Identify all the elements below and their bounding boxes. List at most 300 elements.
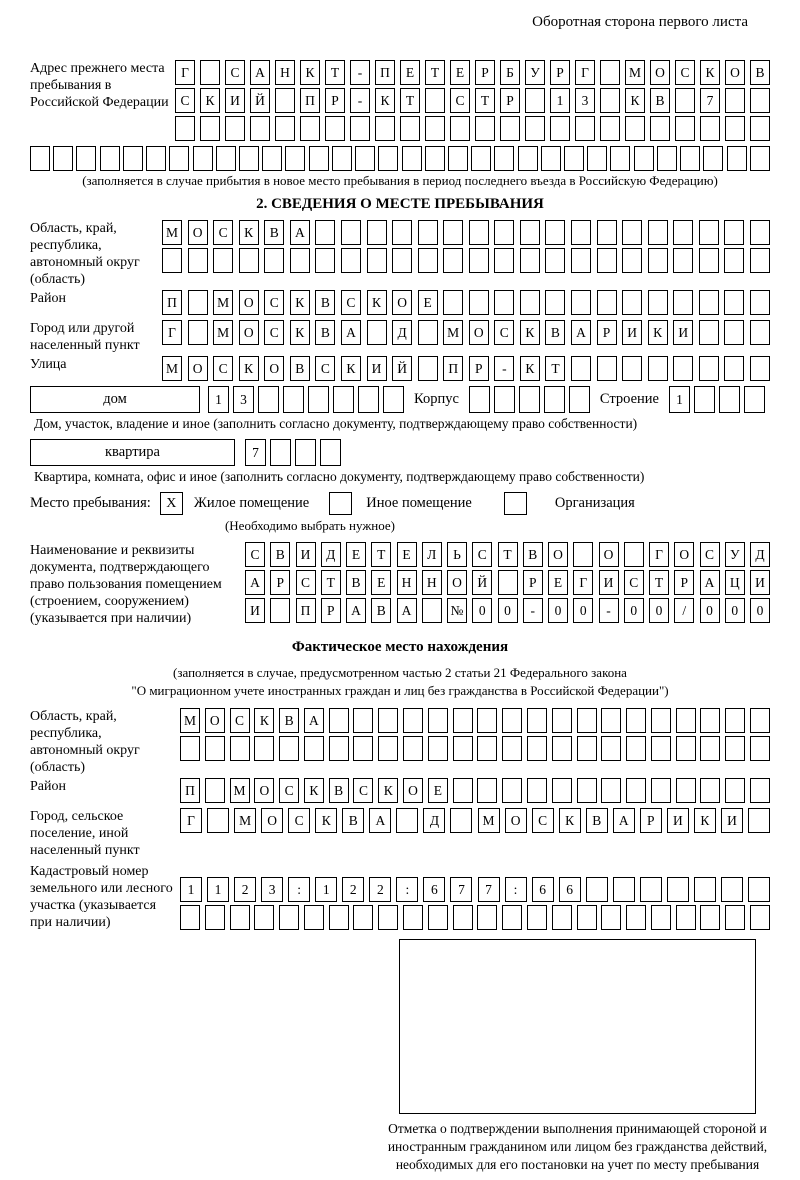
char-cell[interactable]: В xyxy=(279,708,299,733)
char-cell[interactable]: В xyxy=(650,88,670,113)
char-cell[interactable] xyxy=(700,905,720,930)
char-cell[interactable] xyxy=(422,598,442,623)
char-cell[interactable]: К xyxy=(375,88,395,113)
char-cell[interactable] xyxy=(750,248,770,273)
char-cell[interactable] xyxy=(648,220,668,245)
char-cell[interactable] xyxy=(500,116,520,141)
char-cell[interactable] xyxy=(545,248,565,273)
char-cell[interactable]: 3 xyxy=(575,88,595,113)
char-cell[interactable] xyxy=(676,905,696,930)
char-cell[interactable] xyxy=(367,248,387,273)
char-cell[interactable] xyxy=(622,220,642,245)
char-cell[interactable] xyxy=(541,146,561,171)
char-cell[interactable] xyxy=(626,708,646,733)
char-cell[interactable] xyxy=(750,356,770,381)
char-cell[interactable]: Т xyxy=(475,88,495,113)
char-cell[interactable]: Г xyxy=(575,60,595,85)
char-cell[interactable] xyxy=(76,146,96,171)
char-cell[interactable]: К xyxy=(304,778,324,803)
char-cell[interactable] xyxy=(586,877,608,902)
char-cell[interactable]: Ь xyxy=(447,542,467,567)
char-cell[interactable]: 0 xyxy=(498,598,518,623)
char-cell[interactable] xyxy=(443,290,463,315)
char-cell[interactable] xyxy=(626,905,646,930)
char-cell[interactable]: А xyxy=(613,808,635,833)
char-cell[interactable] xyxy=(469,220,489,245)
char-cell[interactable]: О xyxy=(505,808,527,833)
char-cell[interactable]: Р xyxy=(321,598,341,623)
char-cell[interactable]: 6 xyxy=(423,877,445,902)
char-cell[interactable] xyxy=(622,248,642,273)
char-cell[interactable]: С xyxy=(264,320,284,345)
char-cell[interactable]: 1 xyxy=(207,877,229,902)
char-cell[interactable] xyxy=(601,778,621,803)
char-cell[interactable]: 7 xyxy=(478,877,500,902)
char-cell[interactable]: К xyxy=(520,356,540,381)
char-cell[interactable]: : xyxy=(396,877,418,902)
char-cell[interactable] xyxy=(428,736,448,761)
char-cell[interactable]: - xyxy=(350,60,370,85)
char-cell[interactable] xyxy=(239,248,259,273)
char-cell[interactable] xyxy=(180,905,200,930)
char-cell[interactable] xyxy=(341,248,361,273)
char-cell[interactable] xyxy=(453,778,473,803)
char-cell[interactable] xyxy=(569,386,590,413)
char-cell[interactable] xyxy=(213,248,233,273)
char-cell[interactable] xyxy=(469,290,489,315)
char-cell[interactable]: М xyxy=(213,320,233,345)
char-cell[interactable]: Е xyxy=(418,290,438,315)
char-cell[interactable] xyxy=(700,116,720,141)
char-cell[interactable] xyxy=(329,708,349,733)
char-cell[interactable]: : xyxy=(505,877,527,902)
char-cell[interactable]: 0 xyxy=(750,598,770,623)
char-cell[interactable] xyxy=(676,708,696,733)
char-cell[interactable]: Й xyxy=(472,570,492,595)
char-cell[interactable] xyxy=(471,146,491,171)
char-cell[interactable] xyxy=(304,736,324,761)
char-cell[interactable]: С xyxy=(296,570,316,595)
char-cell[interactable]: 0 xyxy=(548,598,568,623)
char-cell[interactable] xyxy=(378,905,398,930)
char-cell[interactable] xyxy=(275,116,295,141)
char-cell[interactable]: - xyxy=(599,598,619,623)
char-cell[interactable] xyxy=(205,736,225,761)
char-cell[interactable]: 1 xyxy=(315,877,337,902)
char-cell[interactable]: О xyxy=(254,778,274,803)
char-cell[interactable]: Т xyxy=(371,542,391,567)
char-cell[interactable] xyxy=(648,356,668,381)
char-cell[interactable]: К xyxy=(700,60,720,85)
char-cell[interactable]: И xyxy=(622,320,642,345)
char-cell[interactable] xyxy=(53,146,73,171)
char-cell[interactable]: В xyxy=(264,220,284,245)
char-cell[interactable] xyxy=(325,116,345,141)
char-cell[interactable]: В xyxy=(523,542,543,567)
char-cell[interactable]: О xyxy=(239,290,259,315)
char-cell[interactable] xyxy=(699,320,719,345)
char-cell[interactable] xyxy=(519,386,540,413)
char-cell[interactable]: 7 xyxy=(245,439,266,466)
char-cell[interactable] xyxy=(577,736,597,761)
char-cell[interactable]: Т xyxy=(649,570,669,595)
char-cell[interactable] xyxy=(657,146,677,171)
char-cell[interactable] xyxy=(724,290,744,315)
char-cell[interactable] xyxy=(622,356,642,381)
char-cell[interactable] xyxy=(527,905,547,930)
char-cell[interactable] xyxy=(254,736,274,761)
char-cell[interactable] xyxy=(552,708,572,733)
char-cell[interactable]: 3 xyxy=(261,877,283,902)
char-cell[interactable] xyxy=(188,290,208,315)
char-cell[interactable]: В xyxy=(586,808,608,833)
char-cell[interactable] xyxy=(600,60,620,85)
char-cell[interactable]: И xyxy=(245,598,265,623)
char-cell[interactable] xyxy=(320,439,341,466)
char-cell[interactable]: 0 xyxy=(700,598,720,623)
char-cell[interactable] xyxy=(600,88,620,113)
char-cell[interactable] xyxy=(250,116,270,141)
char-cell[interactable] xyxy=(520,248,540,273)
char-cell[interactable] xyxy=(577,708,597,733)
char-cell[interactable]: Р xyxy=(469,356,489,381)
stay-type-checkbox-residential[interactable]: X xyxy=(160,492,183,515)
char-cell[interactable]: К xyxy=(290,320,310,345)
char-cell[interactable] xyxy=(750,220,770,245)
char-cell[interactable]: Г xyxy=(649,542,669,567)
char-cell[interactable] xyxy=(699,356,719,381)
char-cell[interactable] xyxy=(502,905,522,930)
char-cell[interactable] xyxy=(748,808,770,833)
char-cell[interactable] xyxy=(577,905,597,930)
char-cell[interactable] xyxy=(333,386,354,413)
char-cell[interactable]: С xyxy=(472,542,492,567)
char-cell[interactable]: К xyxy=(239,220,259,245)
char-cell[interactable] xyxy=(216,146,236,171)
char-cell[interactable]: П xyxy=(180,778,200,803)
char-cell[interactable] xyxy=(700,778,720,803)
char-cell[interactable] xyxy=(700,736,720,761)
char-cell[interactable] xyxy=(367,320,387,345)
char-cell[interactable] xyxy=(676,736,696,761)
char-cell[interactable]: И xyxy=(599,570,619,595)
char-cell[interactable]: А xyxy=(346,598,366,623)
char-cell[interactable] xyxy=(610,146,630,171)
char-cell[interactable] xyxy=(494,146,514,171)
char-cell[interactable]: С xyxy=(700,542,720,567)
char-cell[interactable]: С xyxy=(175,88,195,113)
char-cell[interactable] xyxy=(258,386,279,413)
char-cell[interactable] xyxy=(634,146,654,171)
char-cell[interactable] xyxy=(402,146,422,171)
char-cell[interactable] xyxy=(577,778,597,803)
char-cell[interactable]: Р xyxy=(597,320,617,345)
char-cell[interactable] xyxy=(750,88,770,113)
char-cell[interactable]: Р xyxy=(500,88,520,113)
char-cell[interactable] xyxy=(673,248,693,273)
char-cell[interactable]: О xyxy=(239,320,259,345)
char-cell[interactable]: Е xyxy=(450,60,470,85)
char-cell[interactable] xyxy=(651,905,671,930)
char-cell[interactable] xyxy=(667,877,689,902)
char-cell[interactable] xyxy=(188,320,208,345)
char-cell[interactable]: Н xyxy=(397,570,417,595)
char-cell[interactable]: И xyxy=(225,88,245,113)
char-cell[interactable]: С xyxy=(213,356,233,381)
char-cell[interactable] xyxy=(571,220,591,245)
char-cell[interactable]: Т xyxy=(545,356,565,381)
char-cell[interactable] xyxy=(725,116,745,141)
char-cell[interactable] xyxy=(329,736,349,761)
char-cell[interactable] xyxy=(502,708,522,733)
char-cell[interactable] xyxy=(597,220,617,245)
char-cell[interactable]: С xyxy=(353,778,373,803)
char-cell[interactable] xyxy=(428,905,448,930)
char-cell[interactable]: О xyxy=(261,808,283,833)
char-cell[interactable] xyxy=(571,290,591,315)
char-cell[interactable] xyxy=(428,708,448,733)
char-cell[interactable] xyxy=(564,146,584,171)
char-cell[interactable]: У xyxy=(525,60,545,85)
char-cell[interactable]: Т xyxy=(400,88,420,113)
char-cell[interactable]: Г xyxy=(573,570,593,595)
char-cell[interactable]: С xyxy=(279,778,299,803)
char-cell[interactable] xyxy=(725,778,745,803)
char-cell[interactable] xyxy=(367,220,387,245)
char-cell[interactable] xyxy=(744,386,765,413)
char-cell[interactable] xyxy=(725,905,745,930)
char-cell[interactable]: В xyxy=(315,320,335,345)
char-cell[interactable]: О xyxy=(264,356,284,381)
char-cell[interactable]: А xyxy=(250,60,270,85)
char-cell[interactable] xyxy=(703,146,723,171)
char-cell[interactable] xyxy=(651,778,671,803)
char-cell[interactable]: Е xyxy=(548,570,568,595)
char-cell[interactable]: В xyxy=(315,290,335,315)
char-cell[interactable] xyxy=(680,146,700,171)
char-cell[interactable]: 3 xyxy=(233,386,254,413)
char-cell[interactable]: 2 xyxy=(342,877,364,902)
char-cell[interactable]: В xyxy=(290,356,310,381)
char-cell[interactable] xyxy=(188,248,208,273)
char-cell[interactable] xyxy=(425,116,445,141)
char-cell[interactable]: К xyxy=(300,60,320,85)
char-cell[interactable]: С xyxy=(624,570,644,595)
char-cell[interactable] xyxy=(477,708,497,733)
char-cell[interactable] xyxy=(597,248,617,273)
char-cell[interactable]: П xyxy=(162,290,182,315)
char-cell[interactable]: И xyxy=(296,542,316,567)
char-cell[interactable]: К xyxy=(200,88,220,113)
char-cell[interactable] xyxy=(601,736,621,761)
char-cell[interactable] xyxy=(750,708,770,733)
char-cell[interactable]: И xyxy=(667,808,689,833)
char-cell[interactable]: О xyxy=(188,356,208,381)
char-cell[interactable]: : xyxy=(288,877,310,902)
char-cell[interactable] xyxy=(622,290,642,315)
char-cell[interactable] xyxy=(403,708,423,733)
house-box[interactable] xyxy=(30,386,200,413)
char-cell[interactable] xyxy=(275,88,295,113)
char-cell[interactable]: М xyxy=(234,808,256,833)
char-cell[interactable] xyxy=(626,736,646,761)
char-cell[interactable] xyxy=(601,905,621,930)
char-cell[interactable]: О xyxy=(447,570,467,595)
char-cell[interactable]: С xyxy=(264,290,284,315)
char-cell[interactable] xyxy=(601,708,621,733)
char-cell[interactable] xyxy=(309,146,329,171)
char-cell[interactable]: К xyxy=(341,356,361,381)
char-cell[interactable]: К xyxy=(520,320,540,345)
char-cell[interactable]: А xyxy=(245,570,265,595)
char-cell[interactable] xyxy=(545,220,565,245)
char-cell[interactable] xyxy=(675,88,695,113)
char-cell[interactable] xyxy=(575,116,595,141)
char-cell[interactable]: 0 xyxy=(472,598,492,623)
char-cell[interactable] xyxy=(308,386,329,413)
char-cell[interactable]: М xyxy=(478,808,500,833)
char-cell[interactable]: - xyxy=(523,598,543,623)
char-cell[interactable] xyxy=(550,116,570,141)
char-cell[interactable]: К xyxy=(694,808,716,833)
char-cell[interactable]: К xyxy=(315,808,337,833)
char-cell[interactable]: М xyxy=(625,60,645,85)
char-cell[interactable]: И xyxy=(750,570,770,595)
char-cell[interactable] xyxy=(225,116,245,141)
char-cell[interactable]: Г xyxy=(162,320,182,345)
char-cell[interactable]: Ц xyxy=(725,570,745,595)
char-cell[interactable] xyxy=(375,116,395,141)
char-cell[interactable] xyxy=(675,116,695,141)
char-cell[interactable] xyxy=(651,736,671,761)
char-cell[interactable]: Р xyxy=(550,60,570,85)
char-cell[interactable] xyxy=(353,708,373,733)
char-cell[interactable] xyxy=(498,570,518,595)
char-cell[interactable]: 1 xyxy=(180,877,202,902)
char-cell[interactable]: И xyxy=(673,320,693,345)
char-cell[interactable]: В xyxy=(371,598,391,623)
char-cell[interactable] xyxy=(378,736,398,761)
char-cell[interactable]: К xyxy=(254,708,274,733)
char-cell[interactable] xyxy=(625,116,645,141)
char-cell[interactable]: Д xyxy=(423,808,445,833)
char-cell[interactable]: А xyxy=(397,598,417,623)
char-cell[interactable]: 2 xyxy=(234,877,256,902)
char-cell[interactable] xyxy=(477,736,497,761)
char-cell[interactable] xyxy=(279,905,299,930)
char-cell[interactable]: П xyxy=(300,88,320,113)
char-cell[interactable]: А xyxy=(304,708,324,733)
char-cell[interactable] xyxy=(494,220,514,245)
char-cell[interactable]: С xyxy=(225,60,245,85)
char-cell[interactable] xyxy=(750,736,770,761)
char-cell[interactable] xyxy=(279,736,299,761)
char-cell[interactable]: К xyxy=(290,290,310,315)
char-cell[interactable] xyxy=(725,708,745,733)
char-cell[interactable] xyxy=(545,290,565,315)
char-cell[interactable] xyxy=(700,708,720,733)
char-cell[interactable] xyxy=(699,248,719,273)
char-cell[interactable]: С xyxy=(494,320,514,345)
char-cell[interactable]: Й xyxy=(250,88,270,113)
char-cell[interactable]: А xyxy=(571,320,591,345)
char-cell[interactable]: О xyxy=(650,60,670,85)
char-cell[interactable] xyxy=(262,146,282,171)
char-cell[interactable] xyxy=(571,248,591,273)
char-cell[interactable] xyxy=(587,146,607,171)
char-cell[interactable]: 6 xyxy=(559,877,581,902)
char-cell[interactable] xyxy=(403,736,423,761)
char-cell[interactable]: К xyxy=(559,808,581,833)
char-cell[interactable] xyxy=(520,290,540,315)
char-cell[interactable]: М xyxy=(230,778,250,803)
stay-type-checkbox-other[interactable] xyxy=(329,492,352,515)
char-cell[interactable]: А xyxy=(369,808,391,833)
char-cell[interactable] xyxy=(525,88,545,113)
char-cell[interactable] xyxy=(719,386,740,413)
char-cell[interactable]: К xyxy=(625,88,645,113)
char-cell[interactable] xyxy=(527,736,547,761)
char-cell[interactable] xyxy=(207,808,229,833)
char-cell[interactable] xyxy=(378,146,398,171)
char-cell[interactable]: М xyxy=(443,320,463,345)
char-cell[interactable]: О xyxy=(469,320,489,345)
char-cell[interactable] xyxy=(552,778,572,803)
char-cell[interactable]: В xyxy=(270,542,290,567)
char-cell[interactable] xyxy=(230,905,250,930)
char-cell[interactable] xyxy=(453,905,473,930)
char-cell[interactable] xyxy=(597,356,617,381)
char-cell[interactable] xyxy=(724,220,744,245)
char-cell[interactable]: М xyxy=(162,356,182,381)
char-cell[interactable] xyxy=(30,146,50,171)
char-cell[interactable] xyxy=(648,290,668,315)
char-cell[interactable]: Г xyxy=(180,808,202,833)
char-cell[interactable]: Е xyxy=(400,60,420,85)
char-cell[interactable]: М xyxy=(162,220,182,245)
char-cell[interactable] xyxy=(169,146,189,171)
char-cell[interactable]: 1 xyxy=(550,88,570,113)
char-cell[interactable] xyxy=(329,905,349,930)
char-cell[interactable] xyxy=(600,116,620,141)
char-cell[interactable]: В xyxy=(342,808,364,833)
char-cell[interactable] xyxy=(450,116,470,141)
char-cell[interactable] xyxy=(750,320,770,345)
char-cell[interactable] xyxy=(355,146,375,171)
char-cell[interactable] xyxy=(418,220,438,245)
char-cell[interactable] xyxy=(494,290,514,315)
char-cell[interactable] xyxy=(283,386,304,413)
char-cell[interactable] xyxy=(378,708,398,733)
char-cell[interactable] xyxy=(724,320,744,345)
char-cell[interactable]: К xyxy=(648,320,668,345)
char-cell[interactable]: А xyxy=(341,320,361,345)
char-cell[interactable] xyxy=(146,146,166,171)
char-cell[interactable] xyxy=(270,439,291,466)
char-cell[interactable] xyxy=(425,146,445,171)
char-cell[interactable]: Б xyxy=(500,60,520,85)
char-cell[interactable] xyxy=(527,708,547,733)
char-cell[interactable] xyxy=(725,88,745,113)
char-cell[interactable] xyxy=(673,356,693,381)
char-cell[interactable]: О xyxy=(403,778,423,803)
char-cell[interactable]: Д xyxy=(392,320,412,345)
char-cell[interactable]: С xyxy=(213,220,233,245)
char-cell[interactable]: Р xyxy=(674,570,694,595)
apartment-box[interactable] xyxy=(30,439,235,466)
char-cell[interactable]: 1 xyxy=(669,386,690,413)
char-cell[interactable] xyxy=(573,542,593,567)
